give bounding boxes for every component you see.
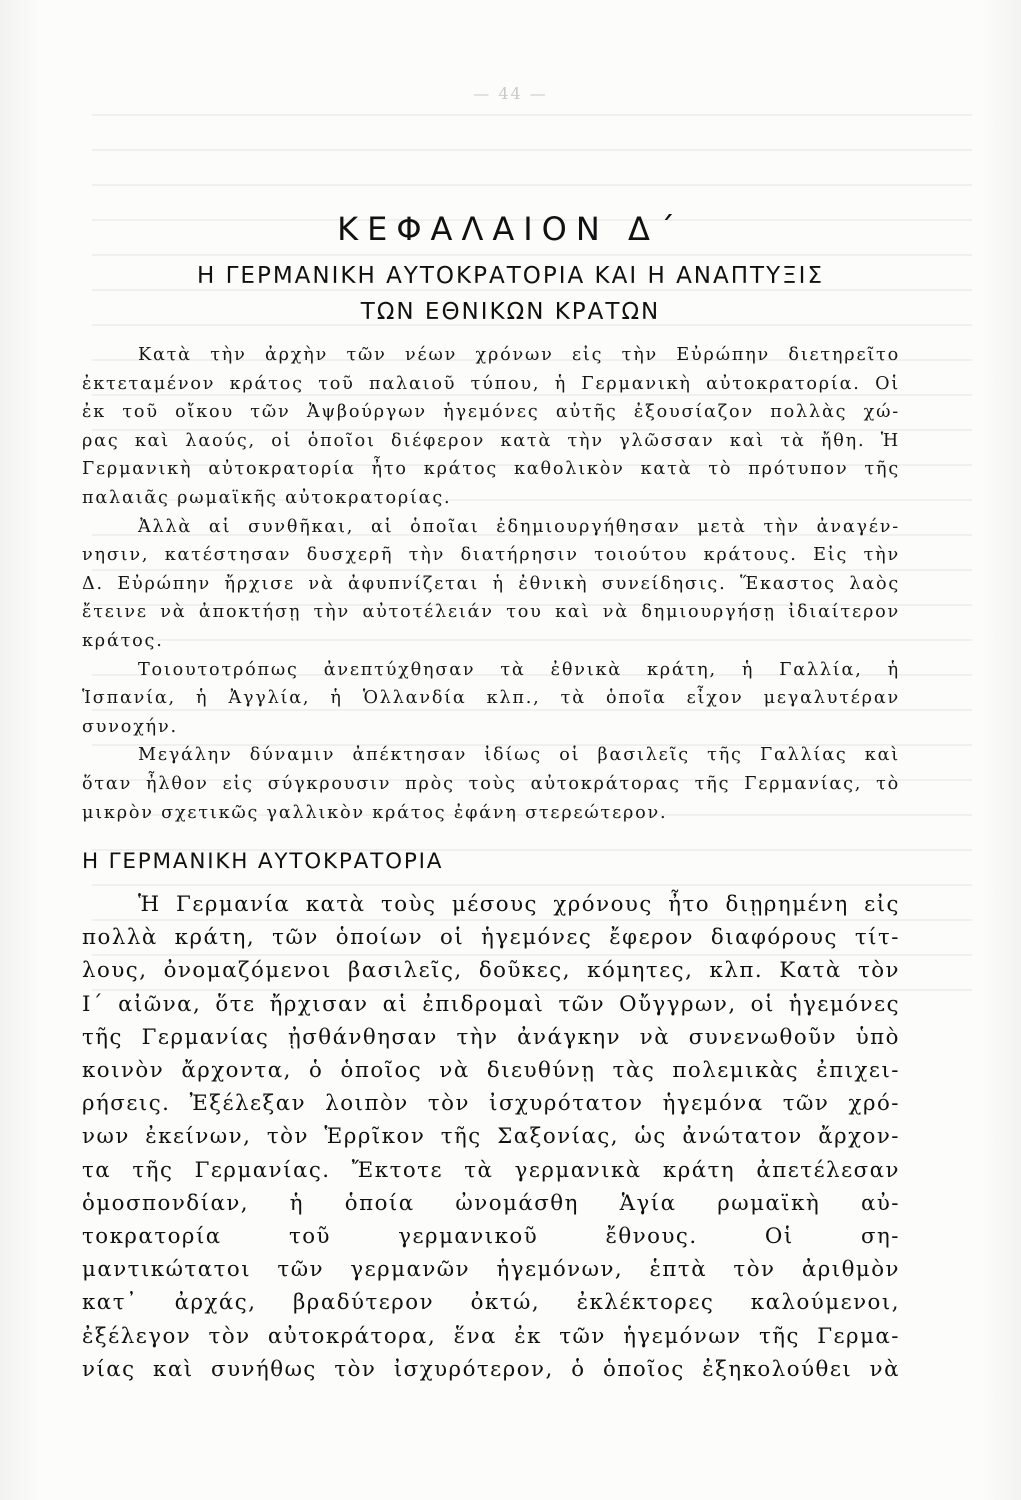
text-line: κράτος. [82, 630, 164, 651]
text-line: παλαιᾶς ρωμαϊκῆς αὐτοκρατορίας. [82, 487, 452, 508]
text-line: Κατὰ τὴν ἀρχὴν τῶν νέων χρόνων εἰς τὴν Εὐρώπην διετηρεῖτο [138, 345, 900, 365]
text-line: Τοιουτοτρόπως ἀνεπτύχθησαν τὰ ἐθνικὰ κράτη, ἡ Γαλλία, ἡ [138, 659, 900, 680]
text-line: ὁμοσπονδίαν, ἡ ὁποία ὠνομάσθη Ἁγία ρωμαϊκὴ αὐ- [82, 1190, 900, 1216]
text-line: Ἡ Γερμανία κατὰ τοὺς μέσους χρόνους ἦτο διῃρημένη εἰς [138, 892, 900, 917]
text-line: συνοχήν. [82, 716, 178, 737]
text-line: ἔτεινε νὰ ἀποκτήσῃ τὴν αὐτοτέλειάν του καὶ νὰ δημιουργήσῃ ἰδιαίτερον [82, 602, 900, 623]
text-line: Ἀλλὰ αἱ συνθῆκαι, αἱ ὁποῖαι ἐδημιουργήθησαν μετὰ τὴν ἀναγέν- [138, 516, 900, 537]
text-line: ρας καὶ λαούς, οἱ ὁποῖοι διέφερον κατὰ τὴν γλῶσσαν καὶ τὰ ἤθη. Ἡ [82, 430, 900, 451]
text-line: Μεγάλην δύναμιν ἀπέκτησαν ἰδίως οἱ βασιλεῖς τῆς Γαλλίας καὶ [138, 745, 900, 766]
text-line: ρήσεις. Ἐξέλεξαν λοιπὸν τὸν ἰσχυρότατον ἡγεμόνα τῶν χρό- [82, 1091, 900, 1117]
chapter-title: ΚΕΦΑΛΑΙΟΝ Δ΄ [337, 210, 684, 248]
text-line: Ι΄ αἰῶνα, ὅτε ἤρχισαν αἱ ἐπιδρομαὶ τῶν Οὔγγρων, οἱ ἡγεμόνες [82, 991, 900, 1017]
chapter-subtitle-line-1: Η ΓΕΡΜΑΝΙΚΗ ΑΥΤΟΚΡΑΤΟΡΙΑ ΚΑΙ Η ΑΝΑΠΤΥΞΙΣ [197, 263, 824, 289]
text-line: μικρὸν σχετικῶς γαλλικὸν κράτος ἐφάνη στερεώτερον. [82, 802, 668, 823]
intro-text [82, 341, 900, 827]
text-line: νίας καὶ συνήθως τὸν ἰσχυρότερον, ὁ ὁποῖος ἐξηκολούθει νὰ [82, 1356, 900, 1382]
text-line: κατ᾽ ἀρχάς, βραδύτερον ὀκτώ, ἐκλέκτορες καλούμενοι, [82, 1290, 900, 1316]
text-line: νων ἐκείνων, τὸν Ἑρρῖκον τῆς Σαξονίας, ὡς ἀνώτατον ἄρχον- [82, 1124, 900, 1150]
text-line: ἐκτεταμένον κράτος τοῦ παλαιοῦ τύπου, ἡ Γερμανικὴ αὐτοκρατορία. Οἱ [82, 373, 900, 394]
text-line: λους, ὀνομαζόμενοι βασιλεῖς, δοῦκες, κόμητες, κλπ. Κατὰ τὸν [82, 958, 900, 984]
text-line: τα τῆς Γερμανίας. Ἔκτοτε τὰ γερμανικὰ κράτη ἀπετέλεσαν [82, 1157, 900, 1183]
text-line: Ἱσπανία, ἡ Ἀγγλία, ἡ Ὁλλανδία κλπ., τὰ ὁποῖα εἶχον μεγαλυτέραν [82, 688, 900, 709]
text-line: Γερμανικὴ αὐτοκρατορία ἦτο κράτος καθολικὸν κατὰ τὸ πρότυπον τῆς [82, 459, 900, 480]
text-line: νησιν, κατέστησαν δυσχερῆ τὴν διατήρησιν τοιούτου κράτους. Εἰς τὴν [82, 545, 900, 566]
text-line: κοινὸν ἄρχοντα, ὁ ὁποῖος νὰ διευθύνῃ τὰς πολεμικὰς ἐπιχει- [82, 1058, 900, 1084]
text-line: τῆς Γερμανίας ᾐσθάνθησαν τὴν ἀνάγκην νὰ συνενωθοῦν ὑπὸ [82, 1024, 900, 1050]
chapter-subtitle-line-2: ΤΩΝ ΕΘΝΙΚΩΝ ΚΡΑΤΩΝ [360, 299, 661, 325]
body-text [82, 888, 900, 1386]
page-number: — 44 — [473, 84, 548, 103]
text-line: πολλὰ κράτη, τῶν ὁποίων οἱ ἡγεμόνες ἔφερον διαφόρους τίτ- [82, 925, 900, 951]
text-line: Δ. Εὐρώπην ἤρχισε νὰ ἀφυπνίζεται ἡ ἐθνικὴ συνείδησις. Ἕκαστος λαὸς [82, 573, 900, 594]
text-line: ἐκ τοῦ οἴκου τῶν Ἀψβούργων ἡγεμόνες αὐτῆς ἐξουσίαζον πολλὰς χώ- [82, 402, 900, 423]
text-line: ἐξέλεγον τὸν αὐτοκράτορα, ἕνα ἐκ τῶν ἡγεμόνων τῆς Γερμα- [82, 1323, 900, 1349]
text-line: τοκρατορία τοῦ γερμανικοῦ ἔθνους. Οἱ ση- [82, 1224, 900, 1250]
text-line: ὅταν ἦλθον εἰς σύγκρουσιν πρὸς τοὺς αὐτοκράτορας τῆς Γερμανίας, τὸ [82, 773, 900, 794]
section-heading: Η ΓΕΡΜΑΝΙΚΗ ΑΥΤΟΚΡΑΤΟΡΙΑ [82, 849, 444, 874]
text-line: μαντικώτατοι τῶν γερμανῶν ἡγεμόνων, ἑπτὰ τὸν ἀριθμὸν [82, 1257, 900, 1283]
